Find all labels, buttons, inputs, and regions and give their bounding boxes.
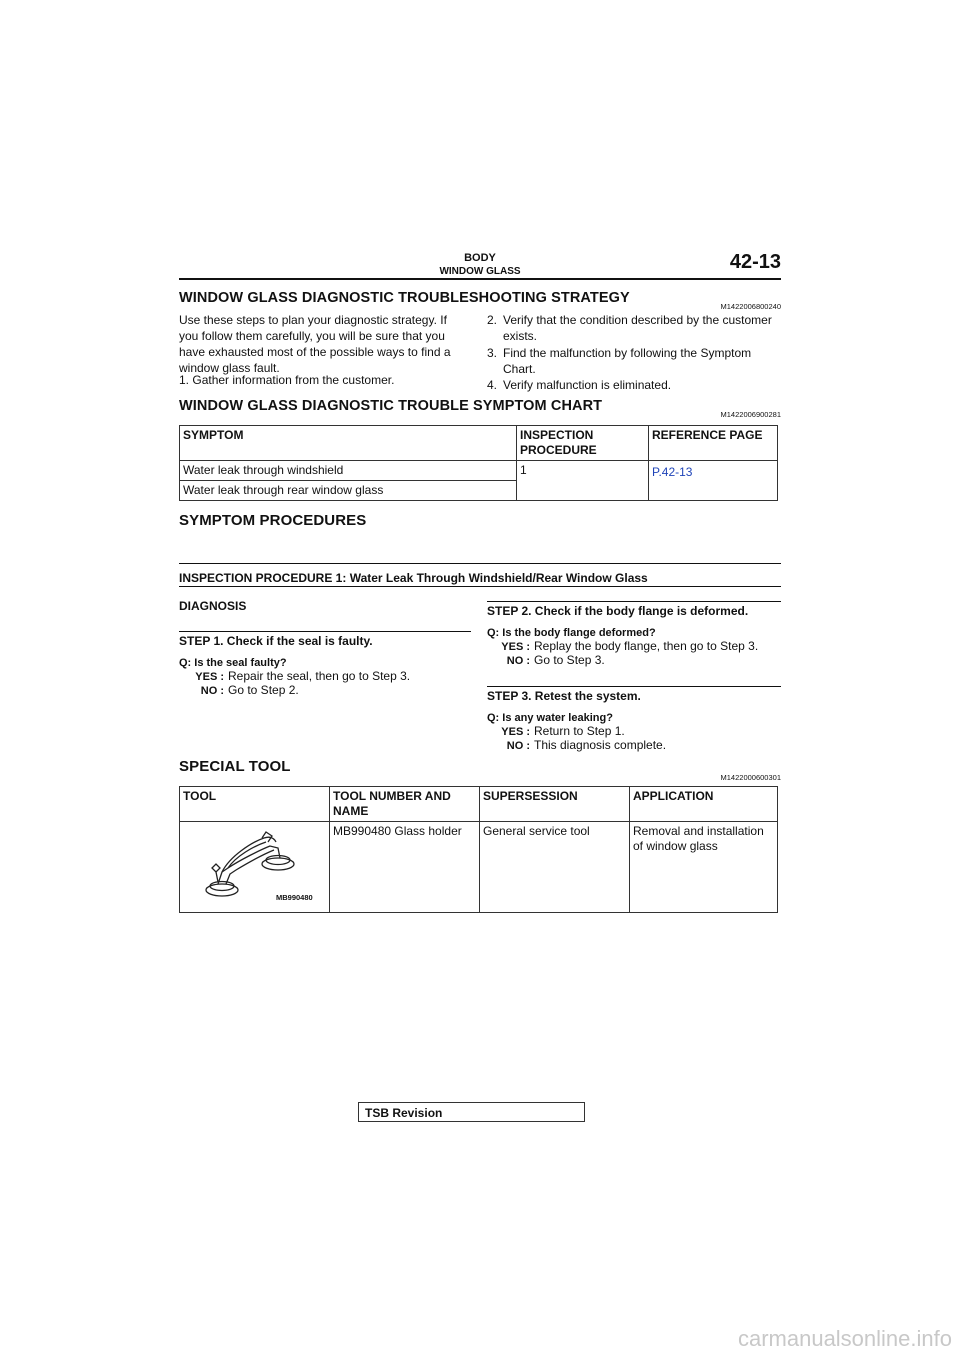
procedure-cell: 1 xyxy=(517,461,649,501)
header-procedure: INSPECTION PROCEDURE xyxy=(517,426,649,461)
step1-title: STEP 1. Check if the seal is faulty. xyxy=(179,634,373,648)
table-row xyxy=(180,461,778,481)
inspection-rule-top xyxy=(179,563,781,564)
section-title: BODY xyxy=(464,252,496,264)
special-tool-table xyxy=(179,786,778,913)
no-label: NO : xyxy=(506,655,530,667)
yes-label: YES : xyxy=(195,671,224,683)
no-text: Go to Step 2. xyxy=(228,683,299,697)
tool-application: Removal and installation of window glass xyxy=(630,822,778,913)
inspection-rule-bottom xyxy=(179,586,781,587)
step3-rule xyxy=(487,686,781,687)
header-tool: TOOL xyxy=(180,787,330,822)
strategy-step-2 xyxy=(487,312,777,344)
header-application: APPLICATION xyxy=(630,787,778,822)
no-label: NO : xyxy=(506,740,530,752)
step-text: Find the malfunction by following the Symptom Chart. xyxy=(503,346,752,376)
step3-yes xyxy=(494,724,625,738)
strategy-step-3 xyxy=(487,345,777,377)
tool-image-label: MB990480 xyxy=(276,893,313,902)
yes-text: Return to Step 1. xyxy=(534,724,625,738)
header-number-name: TOOL NUMBER AND NAME xyxy=(330,787,480,822)
strategy-code: M1422006800240 xyxy=(720,302,781,311)
step2-question: Q: Is the body flange deformed? xyxy=(487,627,656,639)
header-rule xyxy=(179,278,781,280)
step-text: Verify malfunction is eliminated. xyxy=(503,378,672,392)
table-header-row xyxy=(180,426,778,461)
header-symptom: SYMPTOM xyxy=(180,426,517,461)
header-supersession: SUPERSESSION xyxy=(480,787,630,822)
step-number: 1. xyxy=(179,373,190,387)
strategy-step-4 xyxy=(487,377,777,393)
strategy-intro: Use these steps to plan your diagnostic strategy. If you follow them carefully, you will be sure that you have exhausted most of the possible ways to find a window glass fault. xyxy=(179,313,451,375)
tool-supersession: General service tool xyxy=(480,822,630,913)
step3-title: STEP 3. Retest the system. xyxy=(487,689,641,703)
procedures-title: SYMPTOM PROCEDURES xyxy=(179,512,367,529)
step-text: Verify that the condition described by the customer exists. xyxy=(503,313,772,343)
symptom-chart-title: WINDOW GLASS DIAGNOSTIC TROUBLE SYMPTOM CHART xyxy=(179,398,603,414)
step1-question: Q: Is the seal faulty? xyxy=(179,657,287,669)
symptom-cell: Water leak through rear window glass xyxy=(180,481,517,501)
tsb-revision-box: TSB Revision xyxy=(358,1102,585,1122)
step1-yes xyxy=(188,669,410,683)
watermark: carmanualsonline.info xyxy=(737,1326,952,1351)
step1-rule xyxy=(179,631,471,632)
step3-no xyxy=(494,738,666,752)
reference-link[interactable]: P.42-13 xyxy=(652,465,693,479)
yes-text: Replay the body flange, then go to Step 3. xyxy=(534,639,759,653)
symptom-table xyxy=(179,425,778,501)
table-row xyxy=(180,822,778,913)
strategy-title: WINDOW GLASS DIAGNOSTIC TROUBLESHOOTING STRATEGY xyxy=(179,290,630,306)
step-number: 2. xyxy=(487,313,498,327)
no-label: NO : xyxy=(200,685,224,697)
yes-label: YES : xyxy=(501,641,530,653)
subsection-title: WINDOW GLASS xyxy=(439,266,521,277)
step3-question: Q: Is any water leaking? xyxy=(487,712,613,724)
step2-yes xyxy=(494,639,758,653)
step1-no xyxy=(188,683,299,697)
step2-title: STEP 2. Check if the body flange is deformed. xyxy=(487,604,749,618)
yes-text: Repair the seal, then go to Step 3. xyxy=(228,669,411,683)
yes-label: YES : xyxy=(501,726,530,738)
tool-number-name: MB990480 Glass holder xyxy=(330,822,480,913)
step2-rule xyxy=(487,601,781,602)
inspection-title: INSPECTION PROCEDURE 1: Water Leak Through Windshield/Rear Window Glass xyxy=(179,571,648,585)
header-reference: REFERENCE PAGE xyxy=(649,426,778,461)
strategy-step-1 xyxy=(179,372,469,388)
special-tool-title: SPECIAL TOOL xyxy=(179,758,291,775)
step-number: 3. xyxy=(487,346,498,360)
diagnosis-label: DIAGNOSIS xyxy=(179,599,247,613)
table-header-row xyxy=(180,787,778,822)
step-text: Gather information from the customer. xyxy=(192,373,395,387)
special-tool-code: M1422000600301 xyxy=(720,773,781,782)
reference-cell xyxy=(649,461,778,501)
symptom-chart-code: M1422006900281 xyxy=(720,410,781,419)
symptom-cell: Water leak through windshield xyxy=(180,461,517,481)
step-number: 4. xyxy=(487,378,498,392)
tool-image-cell xyxy=(180,822,330,913)
no-text: This diagnosis complete. xyxy=(534,738,667,752)
page-number: 42-13 xyxy=(729,251,781,273)
no-text: Go to Step 3. xyxy=(534,653,605,667)
step2-no xyxy=(494,653,605,667)
